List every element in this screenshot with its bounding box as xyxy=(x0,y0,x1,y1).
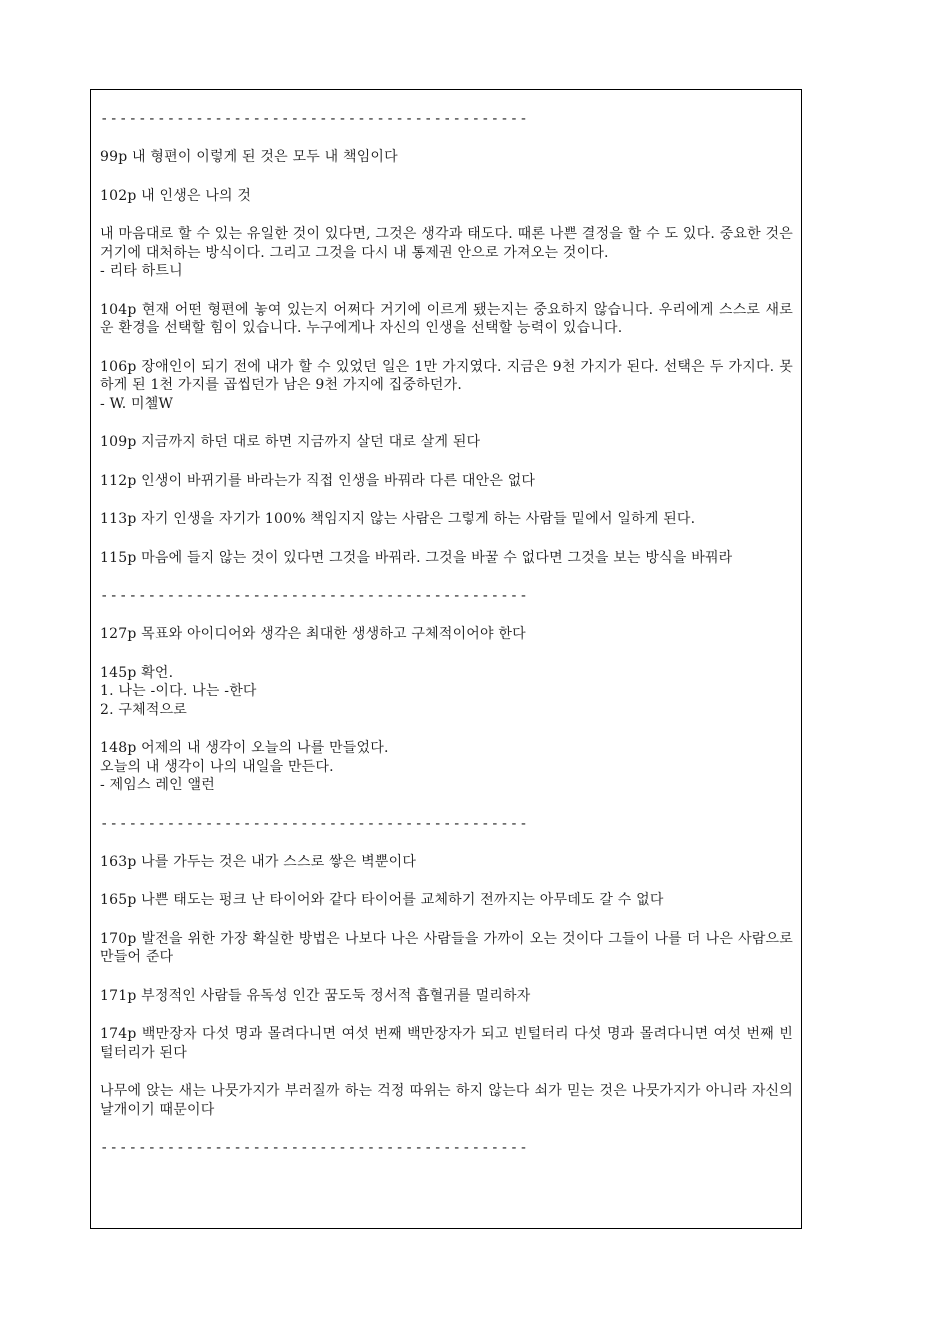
entry-line: 오늘의 내 생각이 나의 내일을 만든다. xyxy=(100,758,334,775)
section-divider: --------------------------------------------- xyxy=(100,1140,529,1156)
entry-line: 104p 현재 어떤 형편에 놓여 있는지 어쩌다 거기에 이르게 됐는지는 중요하지 않습니다. 우리에게 스스로 새로운 환경을 선택할 힘이 있습니다. 누구에게나 자신의 인생을 선택할 능력이 있습니다. xyxy=(100,301,793,336)
entry-line: 1. 나는 -이다. 나는 -한다 xyxy=(100,683,257,699)
entry-line: 174p 백만장자 다섯 명과 몰려다니면 여섯 번째 백만장자가 되고 빈털터리 다섯 명과 몰려다니면 여섯 번째 빈털터리가 된다 xyxy=(100,1026,793,1061)
entry-line: 127p 목표와 아이디어와 생각은 최대한 생생하고 구체적이어야 한다 xyxy=(100,626,526,642)
quote-entry xyxy=(100,1025,793,1062)
entry-line: 113p 자기 인생을 자기가 100% 책임지지 않는 사람은 그렇게 하는 사람들 밑에서 일하게 된다. xyxy=(100,511,696,527)
entry-line: 2. 구체적으로 xyxy=(100,701,188,718)
entry-line: 171p 부정적인 사람들 유독성 인간 꿈도둑 정서적 흡혈귀를 멀리하자 xyxy=(100,987,531,1004)
entry-line: - 리타 하트니 xyxy=(100,263,183,279)
entry-line: 99p 내 형편이 이렇게 된 것은 모두 내 책임이다 xyxy=(100,149,398,165)
entry-line: 145p 확언. xyxy=(100,664,174,681)
section-divider: --------------------------------------------- xyxy=(100,588,529,604)
quote-entry xyxy=(100,549,793,568)
entry-line: 165p 나쁜 태도는 펑크 난 타이어와 같다 타이어를 교체하기 전까지는 아무데도 갈 수 없다 xyxy=(100,892,664,908)
quote-entry xyxy=(100,664,793,720)
quote-entry xyxy=(100,1082,793,1119)
section-divider: --------------------------------------------- xyxy=(100,815,529,832)
quote-entry xyxy=(100,987,793,1006)
entry-line: 내 마음대로 할 수 있는 유일한 것이 있다면, 그것은 생각과 태도다. 때론 나쁜 결정을 할 수 도 있다. 중요한 것은 거기에 대처하는 방식이다. 그리고 그것을 다시 내 통제권 안으로 가져오는 것이다. xyxy=(100,226,793,261)
quote-entry xyxy=(100,433,793,452)
entry-line: 102p 내 인생은 나의 것 xyxy=(100,187,252,204)
entry-line: - 제임스 레인 앨런 xyxy=(100,777,215,793)
entry-line: 163p 나를 가두는 것은 내가 스스로 쌓은 벽뿐이다 xyxy=(100,853,417,870)
entry-line: 148p 어제의 내 생각이 오늘의 나를 만들었다. xyxy=(100,740,389,756)
quote-entry xyxy=(100,225,793,281)
entry-line: - W. 미첼W xyxy=(100,395,174,412)
entry-line: 170p 발전을 위한 가장 확실한 방법은 나보다 나은 사람들을 가까이 오는 것이다 그들이 나를 더 나은 사람으로 만들어 준다 xyxy=(100,930,793,965)
section-divider: --------------------------------------------- xyxy=(100,111,529,127)
quote-entry xyxy=(100,625,793,644)
quote-entry xyxy=(100,301,793,338)
quote-entry xyxy=(100,510,793,529)
quote-entry xyxy=(100,891,793,910)
entry-line: 115p 마음에 들지 않는 것이 있다면 그것을 바꿔라. 그것을 바꿀 수 없다면 그것을 보는 방식을 바꿔라 xyxy=(100,549,733,566)
quote-entry xyxy=(100,148,793,167)
entry-line: 106p 장애인이 되기 전에 내가 할 수 있었던 일은 1만 가지였다. 지금은 9천 가지가 된다. 선택은 두 가지다. 못 하게 된 1천 가지를 곱씹던가 남은 9천 가지에 집중하던가. xyxy=(100,358,793,393)
document-page xyxy=(90,89,802,1229)
quote-entry xyxy=(100,358,793,414)
quote-entry xyxy=(100,739,793,795)
quote-entry xyxy=(100,853,793,872)
quote-entry xyxy=(100,930,793,967)
entry-line: 109p 지금까지 하던 대로 하면 지금까지 살던 대로 살게 된다 xyxy=(100,434,481,450)
entry-line: 112p 인생이 바뀌기를 바라는가 직접 인생을 바꿔라 다른 대안은 없다 xyxy=(100,472,536,489)
entry-line: 나무에 앉는 새는 나뭇가지가 부러질까 하는 걱정 따위는 하지 않는다 쇠가 믿는 것은 나뭇가지가 아니라 자신의 날개이기 때문이다 xyxy=(100,1083,793,1118)
quote-entry xyxy=(100,472,793,491)
quote-entry xyxy=(100,187,793,206)
